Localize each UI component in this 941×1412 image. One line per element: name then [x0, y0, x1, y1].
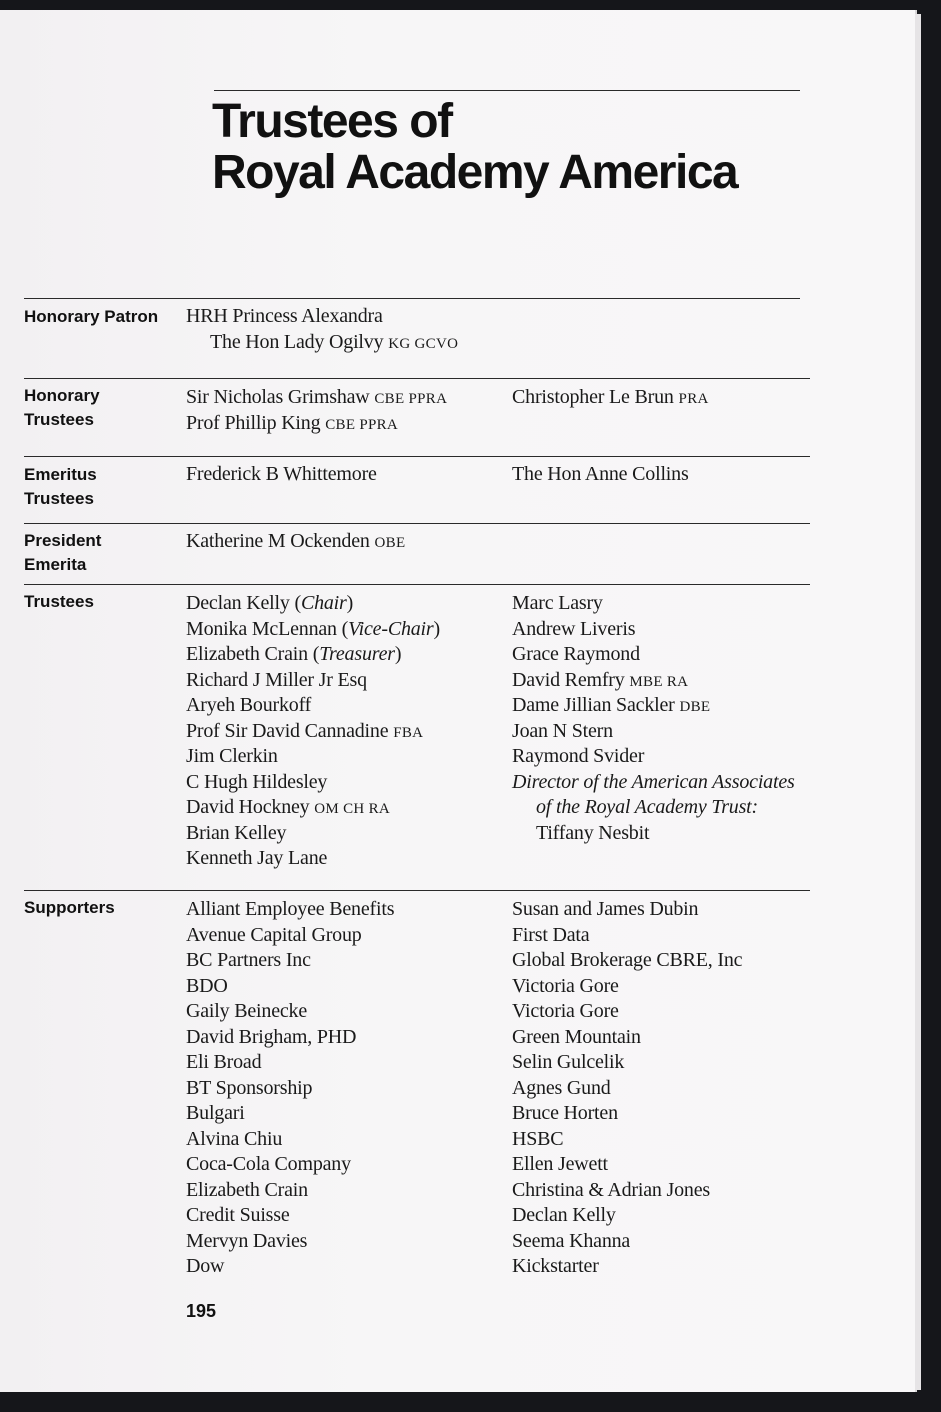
- list-item: Global Brokerage CBRE, Inc: [512, 949, 743, 971]
- rule-emeritus-trustees: [24, 456, 810, 457]
- list-item: Green Mountain: [512, 1025, 641, 1048]
- name-text: Prof Phillip King: [186, 411, 321, 434]
- list-item: Eli Broad: [186, 1051, 262, 1073]
- name-text: C Hugh Hildesley: [186, 770, 328, 793]
- list-item: BDO: [186, 974, 228, 997]
- list-item: Mervyn Davies: [186, 1229, 308, 1252]
- list-item: Christina & Adrian Jones: [512, 1178, 710, 1201]
- name-text: Grace Raymond: [512, 643, 640, 665]
- name-text: Marc Lasry: [512, 592, 603, 614]
- director-title-line-2: of the Royal Academy Trust:: [536, 796, 758, 818]
- honours-suffix: OM CH RA: [314, 801, 391, 817]
- honours-suffix: OBE: [374, 535, 406, 551]
- section-label-supporters: [24, 896, 115, 920]
- list-item: [186, 744, 440, 770]
- honorary-trustees-left: [186, 385, 447, 436]
- list-item: First Data: [512, 923, 590, 946]
- president-emerita-list: [186, 529, 405, 555]
- role-text: Treasurer: [319, 643, 395, 665]
- name-text: Katherine M Ockenden: [186, 530, 370, 552]
- name-text: HRH Princess Alexandra: [186, 305, 383, 327]
- list-item: [186, 846, 440, 872]
- list-item: Declan Kelly: [512, 1204, 616, 1226]
- section-label-honorary-patron: [24, 305, 158, 329]
- list-item: Susan and James Dubin: [512, 898, 699, 920]
- list-item: [512, 668, 795, 694]
- director-title-line-1: Director of the American Associates: [512, 770, 795, 793]
- list-item: [186, 385, 447, 411]
- rule-trustees: [24, 584, 810, 585]
- list-item: [512, 719, 795, 745]
- label-text: Trustees: [24, 592, 94, 611]
- list-item: Dow: [186, 1255, 225, 1277]
- list-item: [186, 770, 440, 796]
- list-item: [512, 617, 795, 643]
- page-title: [212, 96, 737, 198]
- list-item: Bulgari: [186, 1102, 245, 1124]
- list-item: [186, 693, 440, 719]
- honorary-trustees-right: [512, 385, 709, 411]
- list-item: [512, 693, 795, 719]
- name-text: Richard J Miller Jr Esq: [186, 668, 367, 691]
- list-item: [186, 642, 440, 668]
- name-text: Brian Kelley: [186, 821, 287, 844]
- rule-honorary-trustees: [24, 378, 810, 379]
- list-item: Selin Gulcelik: [512, 1051, 625, 1073]
- honours-suffix: CBE PPRA: [374, 391, 448, 407]
- name-text: Monika McLennan (: [186, 617, 349, 640]
- label-text: Honorary: [24, 386, 100, 405]
- name-text: Declan Kelly (: [186, 592, 301, 614]
- name-text: David Remfry: [512, 668, 625, 691]
- honours-suffix: PRA: [678, 391, 709, 407]
- paren-text: ): [346, 592, 354, 614]
- section-label-emeritus-trustees: [24, 463, 97, 511]
- paren-text: ): [433, 617, 440, 640]
- list-item: [186, 617, 440, 643]
- list-item: David Brigham, PHD: [186, 1025, 357, 1048]
- section-label-trustees: [24, 590, 94, 614]
- honours-suffix: CBE PPRA: [325, 416, 399, 433]
- name-text: Sir Nicholas Grimshaw: [186, 386, 370, 408]
- emeritus-trustees-left: [186, 462, 377, 488]
- list-item: [186, 330, 458, 356]
- rule-honorary-patron: [24, 298, 800, 299]
- list-item: [512, 385, 709, 411]
- label-text: Honorary Patron: [24, 307, 159, 326]
- name-text: Aryeh Bourkoff: [186, 694, 312, 716]
- supporters-left: [186, 897, 394, 1280]
- list-item: [512, 642, 795, 668]
- name-text: David Hockney: [186, 796, 310, 818]
- director-name: Tiffany Nesbit: [536, 821, 650, 844]
- rule-supporters: [24, 890, 810, 891]
- label-text: Supporters: [24, 898, 115, 917]
- list-item: Avenue Capital Group: [186, 923, 362, 946]
- label-text: President: [24, 531, 102, 550]
- list-item: Victoria Gore: [512, 1000, 619, 1022]
- list-item: [186, 462, 377, 488]
- honours-suffix: KG GCVO: [388, 335, 459, 352]
- rule-president-emerita: [24, 523, 810, 524]
- supporters-right: [512, 897, 742, 1280]
- list-item: Kickstarter: [512, 1255, 599, 1277]
- rule-top: [214, 90, 800, 91]
- list-item: Elizabeth Crain: [186, 1178, 308, 1201]
- name-text: Christopher Le Brun: [512, 386, 674, 408]
- name-text: Joan N Stern: [512, 719, 613, 742]
- list-item: [186, 529, 405, 555]
- name-text: The Hon Lady Ogilvy: [210, 330, 384, 353]
- section-label-honorary-trustees: [24, 384, 100, 432]
- list-item: BC Partners Inc: [186, 949, 311, 971]
- list-item: Victoria Gore: [512, 974, 619, 997]
- list-item: [512, 591, 795, 617]
- name-text: Prof Sir David Cannadine: [186, 719, 389, 742]
- title-line-2: Royal Academy America: [212, 146, 738, 199]
- title-line-1: Trustees of: [212, 95, 452, 148]
- list-item: [512, 462, 689, 488]
- list-item: Gaily Beinecke: [186, 1000, 308, 1022]
- name-text: Jim Clerkin: [186, 745, 278, 767]
- name-text: Kenneth Jay Lane: [186, 847, 328, 869]
- label-text: Emerita: [24, 555, 87, 574]
- list-item: Alvina Chiu: [186, 1127, 283, 1150]
- honours-suffix: DBE: [679, 699, 711, 715]
- role-text: Chair: [300, 592, 347, 614]
- list-item: [186, 821, 440, 847]
- list-item: HSBC: [512, 1127, 564, 1150]
- role-text: Vice-Chair: [348, 617, 434, 640]
- honours-suffix: FBA: [393, 724, 424, 741]
- list-item: [186, 304, 458, 330]
- list-item: Alliant Employee Benefits: [186, 898, 395, 920]
- page-number: 195: [186, 1301, 217, 1321]
- list-item: Bruce Horten: [512, 1102, 618, 1124]
- list-item: [512, 744, 795, 770]
- name-text: Elizabeth Crain (: [186, 643, 320, 665]
- list-item: [186, 591, 440, 617]
- section-label-president-emerita: [24, 529, 101, 577]
- name-text: Raymond Svider: [512, 745, 645, 767]
- list-item: Seema Khanna: [512, 1229, 631, 1252]
- paren-text: ): [394, 643, 402, 665]
- list-item: Coca-Cola Company: [186, 1153, 351, 1175]
- honours-suffix: MBE RA: [629, 673, 689, 690]
- honorary-patron-list: [186, 304, 458, 355]
- list-item: [186, 411, 447, 437]
- page-edge: [915, 14, 921, 1390]
- name-text: Andrew Liveris: [512, 617, 636, 640]
- list-item: [186, 719, 440, 745]
- list-item: Ellen Jewett: [512, 1153, 608, 1175]
- list-item: Credit Suisse: [186, 1204, 290, 1226]
- label-text: Trustees: [24, 410, 94, 429]
- list-item: [186, 668, 440, 694]
- list-item: [186, 795, 440, 821]
- list-item: Agnes Gund: [512, 1076, 611, 1099]
- label-text: Emeritus: [24, 465, 97, 484]
- list-item: BT Sponsorship: [186, 1076, 313, 1099]
- emeritus-trustees-right: [512, 462, 689, 488]
- label-text: Trustees: [24, 489, 94, 508]
- trustees-right: [512, 591, 795, 846]
- name-text: Dame Jillian Sackler: [512, 694, 675, 716]
- name-text: The Hon Anne Collins: [512, 463, 689, 485]
- trustees-left: [186, 591, 440, 872]
- name-text: Frederick B Whittemore: [186, 463, 377, 485]
